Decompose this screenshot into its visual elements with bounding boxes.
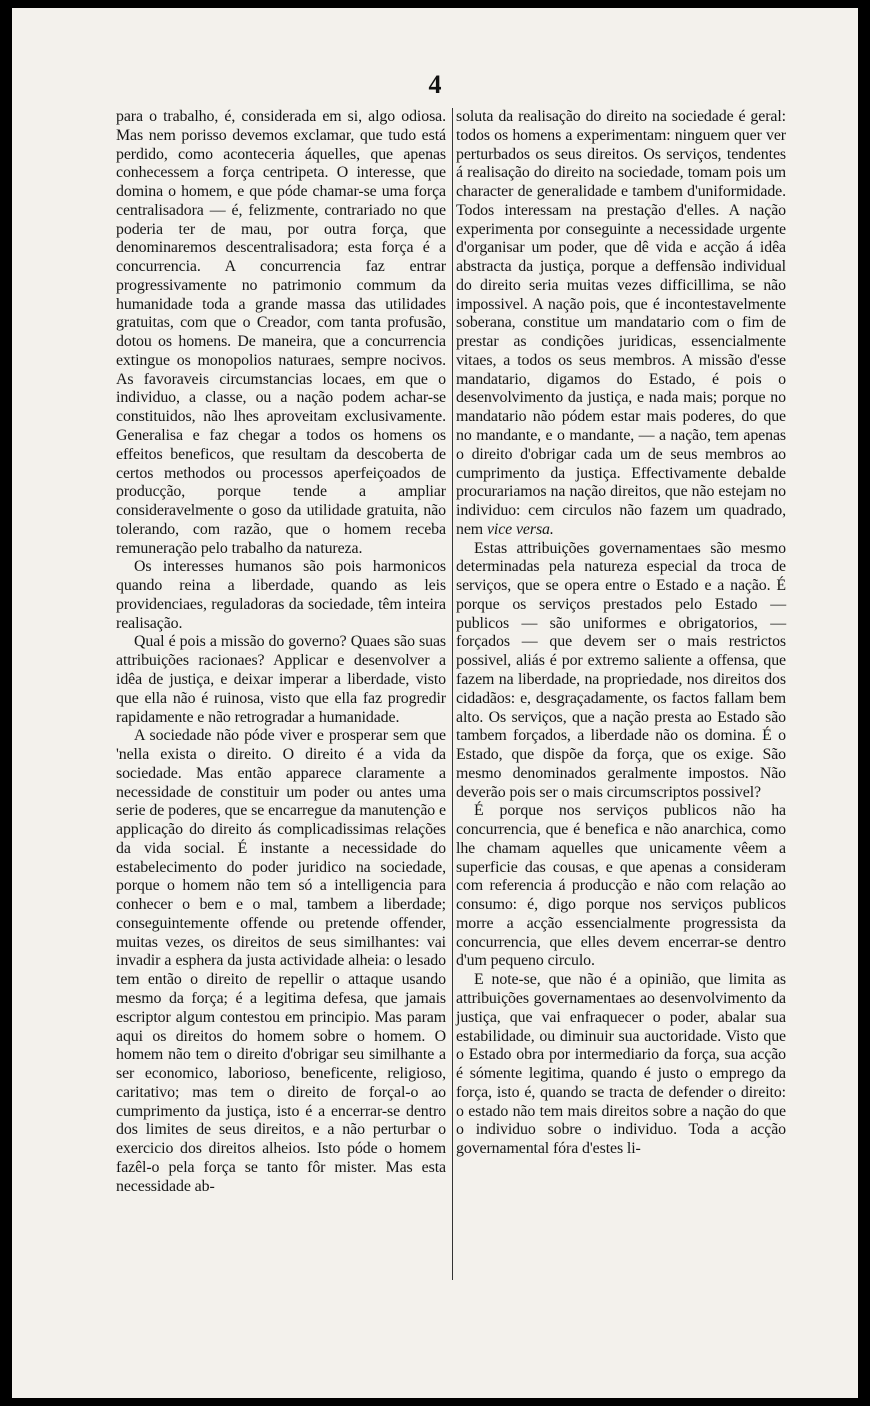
column-divider [452,108,453,1280]
right-column [456,108,786,1159]
paragraph: Os interesses humanos são pois harmonicos quando reina a liberdade, quando as leis providenciaes, reguladoras da sociedade, têm inteira realisação. [116,558,446,632]
italic-phrase: vice versa. [486,520,554,538]
paragraph: A sociedade não póde viver e prosperar sem que 'nella exista o direito. O direito é a vida da sociedade. Mas então apparece claramente a necessidade de constituir um poder ou antes uma serie de poderes, que se encarregue da manutenção e applicação do direito ás complicadissimas relações da vida social. É instante a necessidade do estabelecimento do poder juridico na sociedade, porque o homem não tem só a intelligencia para conhecer o bem e o mal, tambem a liberdade; conseguintemente offende ou pretende offender, muitas vezes, os direitos de seus similhantes: vai invadir a esphera da justa actividade alheia: o lesado tem então o direito de repellir o attaque usando mesmo da força; é a legitima defesa, que jamais escriptor algum contestou em principio. Mas param aqui os direitos do homem sobre o homem. O homem não tem o direito d'obrigar seu similhante a ser economico, laborioso, beneficente, religioso, caritativo; mas tem o direito de forçal-o ao cumprimento da justiça, isto é a encerrar-se dentro dos limites de seus direitos, e a não perturbar o exercicio dos direitos alheios. Isto póde o homem fazêl-o pela força se tanto fôr mister. Mas esta necessidade ab- [116,727,446,1195]
paragraph [456,108,786,540]
page-number: 4 [428,70,442,99]
left-column [116,108,446,1196]
paragraph: E note-se, que não é a opinião, que limita as attribuições governamentaes ao desenvolvimento da justiça, que vai enfraquecer o poder, abalar sua estabilidade, ou diminuir sua auctoridade. Visto que o Estado obra por intermediario da força, sua acção é sómente legitima, quando é justo o emprego da força, isto é, quando se tracta de defender o direito: o estado não tem mais direitos sobre a nação do que o individuo sobre o individuo. Toda a acção governamental fóra d'estes li- [456,971,786,1158]
paragraph: Estas attribuições governamentaes são mesmo determinadas pela natureza especial da troca de serviços, que se opera entre o Estado e a nação. É porque os serviços prestados pelo Estado — publicos — são uniformes e obrigatorios, — forçados — que devem ser o mais restrictos possivel, aliás é por extremo saliente a offensa, que fazem na liberdade, na propriedade, nos direitos dos cidadãos: e, desgraçadamente, os factos fallam bem alto. Os serviços, que a nação presta ao Estado são tambem forçados, a liberdade não os domina. É o Estado, que dispõe da força, que os exige. São mesmo denominados geralmente impostos. Não deverão pois ser o mais circumscriptos possivel? [456,539,786,801]
paragraph: É porque nos serviços publicos não ha concurrencia, que é benefica e não anarchica, como lhe chamam aquelles que unicamente vêem a superficie das cousas, e que apenas a consideram com referencia á producção e não com relação ao consumo: é, digo porque nos serviços publicos morre a acção essencialmente progressista da concurrencia, que elles devem encerrar-se dentro d'um pequeno circulo. [456,802,786,970]
paragraph: para o trabalho, é, considerada em si, algo odiosa. Mas nem porisso devemos exclamar, que tudo está perdido, como aconteceria áquelles, que apenas conhecessem a força centripeta. O interesse, que domina o homem, e que póde chamar-se uma força centralisadora — é, felizmente, contrariado no que poderia ter de mau, por outra força, que denominaremos descentralisadora; esta força é a concurrencia. A concurrencia faz entrar progressivamente no patrimonio commum da humanidade toda a grande massa das utilidades gratuitas, com que o Creador, com tanta profusão, dotou os homens. De maneira, que a concurrencia extingue os monopolios naturaes, sempre nocivos. As favoraveis circumstancias locaes, em que o individuo, a classe, ou a nação podem achar-se constituidos, não lhes aproveitam exclusivamente. Generalisa e faz chegar a todos os homens os effeitos beneficos, que resultam da descoberta de certos methodos ou processos aperfeiçoados de producção, porque tende a ampliar consideravelmente o goso da utilidade gratuita, não tolerando, com razão, que o homem receba remuneração pelo trabalho da natureza. [116,108,446,557]
book-page [12,8,858,1398]
paragraph: Qual é pois a missão do governo? Quaes são suas attribuições racionaes? Applicar e desenvolver a idêa de justiça, e deixar imperar a liberdade, visto que ella não é ruinosa, visto que ella faz progredir rapidamente e não retrogradar a humanidade. [116,633,446,726]
paragraph-text: soluta da realisação do direito na sociedade é geral: todos os homens a experimentam: ninguem quer ver perturbados os seus direitos. Os serviços, tendentes á realisação do direito na sociedade, tomam pois um character de generalidade e tambem d'uniformidade. Todos interessam na prestação d'elles. A nação experimenta por conseguinte a necessidade urgente d'organisar um poder, que dê vida e acção á idêa abstracta da justiça, porque a deffensão individual do direito seria muitas vezes difficillima, se não impossivel. A nação pois, que é incontestavelmente soberana, constitue um mandatario com o fim de prestar as condições juridicas, essencialmente vitaes, a todos os seus membros. A missão d'esse mandatario, digamos do Estado, é pois o desenvolvimento da justiça, e nada mais; porque no mandatario não pódem estar mais poderes, do que no mandante, e o mandante, — a nação, tem apenas o direito d'obrigar cada um de seus membros ao cumprimento da justiça. Effectivamente debalde procurariamos na nação direitos, que não estejam no individuo: cem circulos não fazem um quadrado, nem [456,108,786,538]
